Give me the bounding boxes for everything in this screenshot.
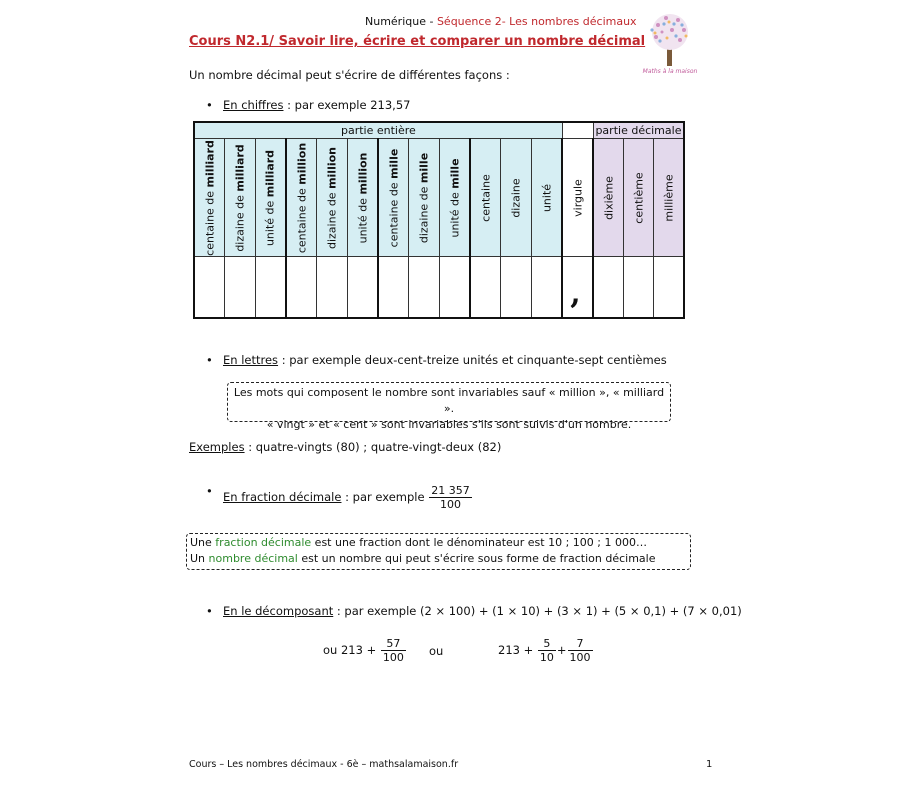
fraction-denominator: 100 — [439, 498, 461, 511]
column-label-text: dizaine — [509, 177, 523, 218]
fraction-numerator: 21 357 — [431, 484, 470, 497]
column-header — [194, 139, 225, 257]
alt3-num: 7 — [568, 637, 593, 651]
column-header-label — [203, 140, 216, 256]
digit-cell — [378, 257, 409, 319]
logo-caption: Maths à la maison — [642, 68, 698, 75]
digit-cell — [347, 257, 378, 319]
fraction-7-100 — [568, 637, 593, 664]
column-header — [440, 139, 471, 257]
column-label-text: millième — [662, 173, 676, 222]
column-label-bold: million — [356, 152, 370, 195]
alt2-plus: + — [556, 643, 567, 657]
header-prefix: Numérique - — [365, 15, 437, 28]
digit-cell — [317, 257, 348, 319]
column-label-bold: million — [295, 142, 309, 185]
definition-line-1 — [190, 535, 690, 551]
column-label-text: virgule — [571, 178, 585, 217]
column-label-text: dizaine de — [233, 191, 247, 252]
fraction-57-100 — [381, 637, 406, 664]
column-label-bold: mille — [387, 148, 401, 179]
alt3-den: 100 — [569, 651, 591, 664]
column-header — [347, 139, 378, 257]
group-header-decimale: partie décimale — [593, 122, 684, 139]
column-header — [532, 139, 563, 257]
column-label-text: unité de — [356, 194, 370, 243]
term-nombre-decimal: nombre décimal — [208, 552, 298, 565]
group-header-entiere: partie entière — [194, 122, 562, 139]
column-header-label — [571, 179, 584, 217]
chiffres-label: En chiffres — [223, 98, 284, 112]
lettres-example: : par exemple deux-cent-treize unités et cinquante-sept centièmes — [278, 353, 667, 367]
lettres-label: En lettres — [223, 353, 279, 367]
group-header-virgule — [562, 122, 593, 139]
def2-b: est un nombre qui peut s'écrire sous forme de fraction décimale — [297, 552, 656, 565]
alt1-num: 57 — [381, 637, 406, 651]
column-header-label — [418, 152, 431, 242]
bullet-chiffres — [223, 98, 410, 112]
digit-cell — [532, 257, 563, 319]
decomposant-example: : par exemple (2 × 100) + (1 × 10) + (3 × 1) + (5 × 0,1) + (7 × 0,01) — [333, 604, 742, 618]
column-header — [225, 139, 256, 257]
rule-box-invariables — [227, 382, 671, 431]
footer-text: Cours – Les nombres décimaux - 6è – mathsalamaison.fr — [189, 759, 459, 770]
column-header — [654, 139, 684, 257]
exemples-label: Exemples — [189, 440, 245, 454]
column-header — [409, 139, 440, 257]
column-header — [255, 139, 286, 257]
column-header-label — [632, 172, 645, 223]
def1-b: est une fraction dont le dénominateur est 10 ; 100 ; 1 000… — [311, 536, 647, 549]
definition-box — [186, 533, 691, 570]
column-label-text: unité de — [448, 188, 462, 238]
column-header-label — [602, 176, 615, 220]
header-line — [365, 15, 637, 28]
column-header-label — [234, 144, 247, 251]
def1-a: Une — [190, 536, 216, 549]
rule-line-2: « vingt » et « cent » sont invariables s'ils sont suivis d'un nombre. — [266, 418, 632, 431]
digit-cell — [501, 257, 532, 319]
exemples-text: : quatre-vingts (80) ; quatre-vingt-deux (82) — [244, 440, 502, 454]
column-header-label — [479, 174, 492, 222]
column-label-text: dixième — [602, 175, 616, 220]
column-label-text: unité — [540, 183, 554, 212]
column-header — [593, 139, 623, 257]
column-header-label — [510, 178, 523, 217]
page-number: 1 — [706, 759, 713, 770]
def2-a: Un — [190, 552, 209, 565]
digit-cell — [624, 257, 654, 319]
column-label-bold: milliard — [263, 149, 277, 197]
alt2-den: 10 — [539, 651, 554, 664]
column-label-text: dizaine de — [417, 182, 431, 243]
column-header-label — [295, 142, 308, 252]
column-label-row — [194, 139, 684, 257]
alt2-num: 5 — [538, 637, 556, 651]
alt1-text: ou 213 + — [323, 643, 377, 657]
intro-text: Un nombre décimal peut s'écrire de différentes façons : — [189, 68, 510, 82]
column-label-text: unité de — [263, 196, 277, 246]
column-header — [378, 139, 409, 257]
digit-entry-row — [194, 257, 684, 319]
column-label-text: centième — [632, 171, 646, 224]
bullet-decomposant — [223, 604, 742, 618]
tree-logo-icon — [636, 10, 704, 68]
bullet-fraction — [223, 484, 473, 511]
column-header-label — [356, 152, 369, 243]
column-header-label — [448, 158, 461, 237]
digit-cell — [593, 257, 623, 319]
digit-cell — [194, 257, 225, 319]
fraction-21357 — [429, 484, 472, 511]
column-label-bold: milliard — [203, 139, 217, 187]
column-label-bold: mille — [448, 157, 462, 189]
decimal-comma: , — [570, 276, 581, 311]
decomposant-label: En le décomposant — [223, 604, 334, 618]
column-header-label — [326, 146, 339, 248]
tree-logo — [636, 10, 704, 80]
digit-cell — [562, 257, 593, 319]
column-label-text: dizaine de — [325, 188, 339, 249]
column-header — [624, 139, 654, 257]
column-header — [562, 139, 593, 257]
fraction-example: : par exemple — [341, 490, 429, 504]
digit-cell — [225, 257, 256, 319]
place-value-table — [193, 121, 685, 319]
column-label-bold: milliard — [233, 143, 247, 192]
column-header — [470, 139, 501, 257]
page-title: Cours N2.1/ Savoir lire, écrire et comparer un nombre décimal — [189, 34, 646, 49]
definition-line-2 — [190, 551, 690, 567]
digit-cell — [286, 257, 317, 319]
digit-cell — [654, 257, 684, 319]
digit-cell — [409, 257, 440, 319]
alt-ou: ou — [429, 644, 444, 658]
fraction-label: En fraction décimale — [223, 490, 342, 504]
column-header-label — [540, 183, 553, 211]
column-header-label — [662, 174, 675, 221]
chiffres-example: : par exemple 213,57 — [283, 98, 411, 112]
column-header-label — [264, 149, 277, 245]
alt-form-2 — [498, 637, 594, 664]
column-label-text: centaine de — [203, 186, 217, 256]
column-header — [317, 139, 348, 257]
alt2-text: 213 + — [498, 643, 534, 657]
alt1-den: 100 — [382, 651, 404, 664]
exemples-line — [189, 440, 501, 454]
column-header — [501, 139, 532, 257]
rule-line-1: Les mots qui composent le nombre sont invariables sauf « million », « milliard ». — [233, 386, 665, 415]
alt-form-1 — [323, 637, 407, 664]
header-sequence: Séquence 2- Les nombres décimaux — [436, 15, 637, 28]
column-header-label — [387, 148, 400, 247]
column-label-bold: million — [325, 146, 339, 189]
column-header — [286, 139, 317, 257]
column-label-text: centaine — [479, 173, 493, 222]
fraction-5-10 — [538, 637, 556, 664]
column-label-text: centaine de — [295, 184, 309, 253]
digit-cell — [470, 257, 501, 319]
column-label-text: centaine de — [387, 178, 401, 247]
bullet-lettres — [223, 353, 667, 367]
term-fraction-decimale: fraction décimale — [215, 536, 312, 549]
digit-cell — [255, 257, 286, 319]
column-label-bold: mille — [417, 152, 431, 183]
digit-cell — [440, 257, 471, 319]
